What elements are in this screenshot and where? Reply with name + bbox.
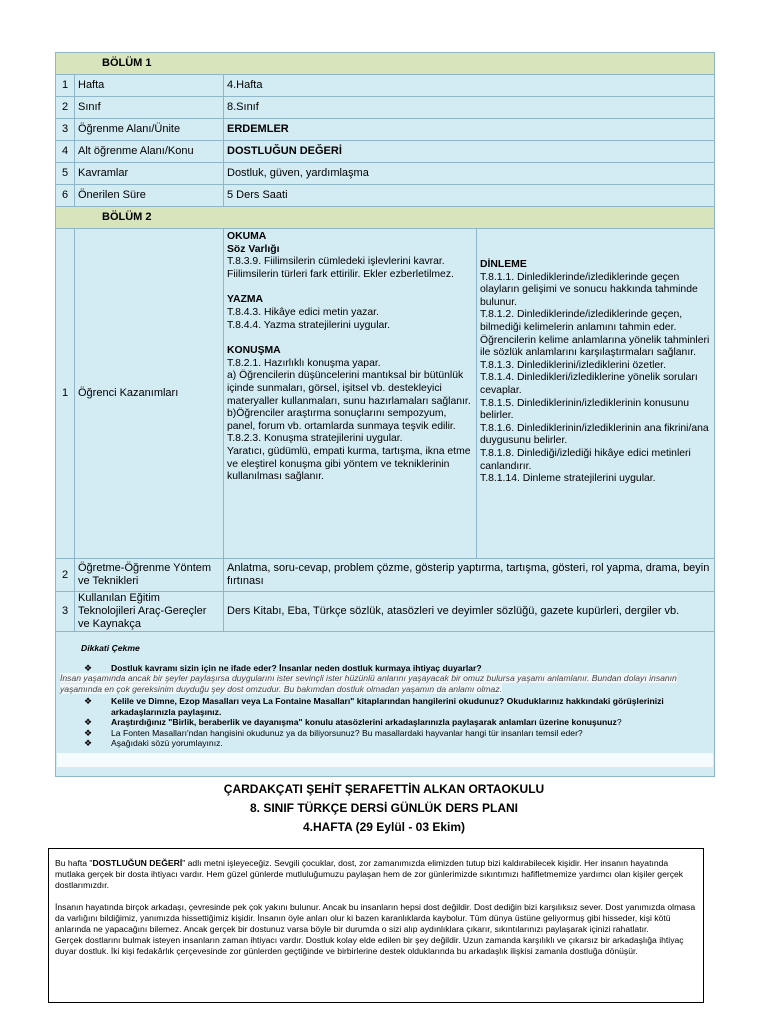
paragraph: İnsanın hayatında birçok arkadaşı, çevresinde pek çok yakını bulunur. Ancak bu insanların hepsi dost değildir. Dost dediğin bizi karşılıksız sever. Dost yanımızda olmasa da varlığını bildiğimiz, yanımızda hissettiğimiz kişidir. İnsanın öyle anları olur ki bazen karanlıklarda kaybolur. Tüm dünya üstüne geliyormuş gibi hisseder, kişi kötü anlarında ne yapacağını bilemez. Ancak gerçek bir dostunuz varsa böyle bir durumda o sizi alıp aydınlıklara çıkarır, sıkıntılarınızı paylaşarak içinizi rahatlatır. xyxy=(55,902,696,934)
kazanim-left-column xyxy=(224,229,477,559)
kazanim-row: 1 Öğrenci Kazanımları OKUMA Söz Varlığı T.8.3.9. Fiilimsilerin cümledeki işlevlerini kavrar. Fiilimsilerin türleri fark ettirilir. Ekler ezberletilmez. YAZMA T.8.4.3. Hikâye edici metin yazar. T.8.4.4. Yazma stratejilerini uygular. KONUŞMA T.8.2.1. Hazırlıklı konuşma yapar. a) Öğrencilerin düşüncelerini mantıksal bir bütünlük içinde sunmaları, görsel, işitsel vb. destekleyici materyaller kullanmaları, sunu hazırlamaları sağlanır. b)Öğrenciler araştırma sonuçlarını sempozyum, panel, forum vb. ortamlarda sunmaya teşvik edilir. T.8.2.3. Konuşma stratejilerini uygular. Yaratıcı, güdümlü, empati kurma, tartışma, ikna etme ve eleştirel konuşma gibi yöntem ve tekniklerinin kullanılması sağlanır. DİNLEME T.8.1.1. Dinlediklerinde/izlediklerinde geçen olayların gelişimi ve sonucu hakkında tahminde bulunur. T.8.1.2. Dinlediklerinde/izlediklerinde geçen, bilmediği kelimelerin anlamını tahmin eder. Öğrencilerin kelime anlamlarına yönelik tahminleri ile sözlük anlamlarını karşılaştırmaları sağlanır. T.8.1.3. Dinlediklerini/izlediklerini özetler. T.8.1.4. Dinledikleri/izlediklerine yönelik soruları cevaplar. T.8.1.5. Dinlediklerinin/izlediklerinin konusunu belirler. T.8.1.6. Dinlediklerinin/izlediklerinin ana fikrini/ana duygusunu belirler. T.8.1.8. Dinlediği/izlediği hikâye edici metinleri canlandırır. T.8.1.14. Dinleme stratejilerini uygular. xyxy=(56,229,715,559)
row-value: 4.Hafta xyxy=(224,75,715,97)
list-item: ❖ Dostluk kavramı sizin için ne ifade eder? İnsanlar neden dostluk kurmaya ihtiyaç duyarlar? xyxy=(84,662,482,673)
table-row: 3 Öğrenme Alanı/Ünite ERDEMLER xyxy=(56,119,715,141)
diamond-bullet-icon: ❖ xyxy=(84,727,93,738)
row-label: Alt öğrenme Alanı/Konu xyxy=(75,141,224,163)
list-item xyxy=(60,673,711,696)
dikkat-cell xyxy=(56,632,715,777)
list-item: ❖ Araştırdığınız "Birlik, beraberlik ve dayanışma" konulu atasözlerini arkadaşlarınızla paylaşarak anlamları üzerine konuşunuz? xyxy=(84,717,622,727)
row-label: Önerilen Süre xyxy=(75,185,224,207)
row-value: ERDEMLER xyxy=(224,119,715,141)
list-item: ❖ Kelile ve Dimne, Ezop Masalları veya La Fontaine Masalları" kitaplarından hangilerini okudunuz? Okuduklarınız hakkındaki görüşlerinizi arkadaşlarınızla paylaşınız. xyxy=(84,696,664,717)
week-title: 4.HAFTA (29 Eylül - 03 Ekim) xyxy=(302,820,466,834)
dinleme-title: DİNLEME xyxy=(480,259,527,270)
konusma-title: KONUŞMA xyxy=(227,345,281,357)
yazma-item: T.8.4.4. Yazma stratejilerini uygular. xyxy=(227,319,391,331)
kazanim-right-column xyxy=(477,229,715,559)
dinleme-text: T.8.1.1. Dinlediklerinde/izlediklerinde geçen olayların gelişimi ve sonucu hakkında tahminde bulunur. T.8.1.2. Dinlediklerinde/izlediklerinde geçen, bilmediği kelimelerin anlamını tahmin eder. Öğrencilerin kelime anlamlarına yönelik tahminleri ile sözlük anlamlarını karşılaştırmaları sağlanır. T.8.1.3. Dinlediklerini/izlediklerini özetler. T.8.1.4. Dinledikleri/izlediklerine yönelik soruları cevaplar. T.8.1.5. Dinlediklerinin/izlediklerinin konusunu belirler. T.8.1.6. Dinlediklerinin/izlediklerinin ana fikrini/ana duygusunu belirler. T.8.1.8. Dinlediği/izlediği hikâye edici metinleri canlandırır. T.8.1.14. Dinleme stratejilerini uygular. xyxy=(480,271,710,485)
row-value: 8.Sınıf xyxy=(224,97,715,119)
table-row: 5 Kavramlar Dostluk, güven, yardımlaşma xyxy=(56,163,715,185)
list-item: ❖ La Fonten Masalları'ndan hangisini okudunuz ya da biliyorsunuz? Bu masallardaki hayvanlar hangi tür insanları temsil eder? xyxy=(84,727,583,738)
section-2-title: BÖLÜM 2 xyxy=(56,207,715,229)
table-row: 4 Alt öğrenme Alanı/Konu DOSTLUĞUN DEĞERİ xyxy=(56,141,715,163)
lesson-intro-textbox xyxy=(48,848,704,1003)
lesson-plan-table xyxy=(55,52,715,777)
empty-strip xyxy=(57,753,713,767)
row-value: DOSTLUĞUN DEĞERİ xyxy=(224,141,715,163)
section-1-title: BÖLÜM 1 xyxy=(56,53,715,75)
row-label: Hafta xyxy=(75,75,224,97)
table-row: 6 Önerilen Süre 5 Ders Saati xyxy=(56,185,715,207)
list-item: ❖ Aşağıdaki sözü yorumlayınız. xyxy=(84,738,223,748)
dikkat-list xyxy=(59,663,711,749)
row-value: Anlatma, soru-cevap, problem çözme, gösterip yaptırma, tartışma, gösteri, rol yapma, drama, beyin fırtınası xyxy=(224,559,715,592)
table-row: 1 Hafta 4.Hafta xyxy=(56,75,715,97)
diamond-bullet-icon: ❖ xyxy=(84,717,93,727)
row-label: Öğretme-Öğrenme Yöntem ve Teknikleri xyxy=(75,559,224,592)
paragraph: Bu hafta "DOSTLUĞUN DEĞERİ" adlı metni işleyeceğiz. Sevgili çocuklar, dost, zor zamanımızda elimizden tutup bizi kaldırabilecek kişidir. Her insanın hayatında mutlaka gerçek bir dosta ihtiyacı vardır. Hem güzel günlerde mutluluğumuzu paylaşan hem de zor günlerimizde sıkıntımızı hafifletmemize yardımcı olan kişiler gerçek dostlarımızdır. xyxy=(55,858,684,890)
table-row: 2 Sınıf 8.Sınıf xyxy=(56,97,715,119)
yazma-item: T.8.4.3. Hikâye edici metin yazar. xyxy=(227,306,379,318)
quote-text: İnsan yaşamında ancak bir şeyler paylaşırsa duygularını ister sevinçli ister hüzünlü anlarını yaşayacak bir omuz bulursa yaşamı anlamlanır. Bundan dolayı insanın yaşamında en çok gereksinim duyduğu şey dost omzudur. Bu bakımdan dostluk olmadan yaşamın da anlamı olmaz. xyxy=(60,673,677,694)
yazma-title: YAZMA xyxy=(227,294,263,306)
paragraph: Gerçek dostlarını bulmak isteyen insanların zaman ihtiyacı vardır. Dostluk kolay elde edilen bir şey değildir. Uzun zamanda karşılıklı ve çıkarsız bir arkadaşlığa ihtiyaç duyar dostluk. İki kişi fedakârlık çerçevesinde zor günlerden geçtiğinde ve birbirlerine destek olduklarında bu arkadaşlık ilişkisi zamanla dostluğa dönüşür. xyxy=(55,935,684,956)
row-label: Öğrenme Alanı/Ünite xyxy=(75,119,224,141)
kazanim-label: Öğrenci Kazanımları xyxy=(75,229,224,559)
okuma-title: OKUMA xyxy=(227,231,267,242)
row-label: Kullanılan Eğitim Teknolojileri Araç-Gereçler ve Kaynakça xyxy=(75,592,224,632)
dikkat-title: Dikkati Çekme xyxy=(81,642,140,653)
plan-title: 8. SINIF TÜRKÇE DERSİ GÜNLÜK DERS PLANI xyxy=(249,801,519,815)
table-row: 3 Kullanılan Eğitim Teknolojileri Araç-Gereçler ve Kaynakça Ders Kitabı, Eba, Türkçe sözlük, atasözleri ve deyimler sözlüğü, gazete kupürleri, dergiler vb. xyxy=(56,592,715,632)
row-value: Ders Kitabı, Eba, Türkçe sözlük, atasözleri ve deyimler sözlüğü, gazete kupürleri, dergiler vb. xyxy=(224,592,715,632)
school-title: ÇARDAKÇATI ŞEHİT ŞERAFETTİN ALKAN ORTAOKULU xyxy=(223,782,545,796)
row-value: 5 Ders Saati xyxy=(224,185,715,207)
dikkat-row xyxy=(56,632,715,777)
diamond-bullet-icon: ❖ xyxy=(84,696,93,706)
diamond-bullet-icon: ❖ xyxy=(84,662,93,673)
table-row: 2 Öğretme-Öğrenme Yöntem ve Teknikleri Anlatma, soru-cevap, problem çözme, gösterip yaptırma, tartışma, gösteri, rol yapma, drama, beyin fırtınası xyxy=(56,559,715,592)
okuma-text: T.8.3.9. Fiilimsilerin cümledeki işlevlerini kavrar. Fiilimsilerin türleri fark ettirilir. Ekler ezberletilmez. xyxy=(227,256,454,280)
row-label: Sınıf xyxy=(75,97,224,119)
row-label: Kavramlar xyxy=(75,163,224,185)
konusma-text: T.8.2.1. Hazırlıklı konuşma yapar. a) Öğrencilerin düşüncelerini mantıksal bir bütünlük içinde sunmaları, görsel, işitsel vb. destekleyici materyaller kullanmaları, sunu hazırlamaları sağlanır. b)Öğrenciler araştırma sonuçlarını sempozyum, panel, forum vb. ortamlarda sunmaya teşvik edilir. T.8.2.3. Konuşma stratejilerini uygular. Yaratıcı, güdümlü, empati kurma, tartışma, ikna etme ve eleştirel konuşma gibi yöntem ve tekniklerinin kullanılması sağlanır. xyxy=(227,357,471,483)
soz-varligi-title: Söz Varlığı xyxy=(227,243,280,255)
diamond-bullet-icon: ❖ xyxy=(84,738,93,748)
row-value: Dostluk, güven, yardımlaşma xyxy=(224,163,715,185)
